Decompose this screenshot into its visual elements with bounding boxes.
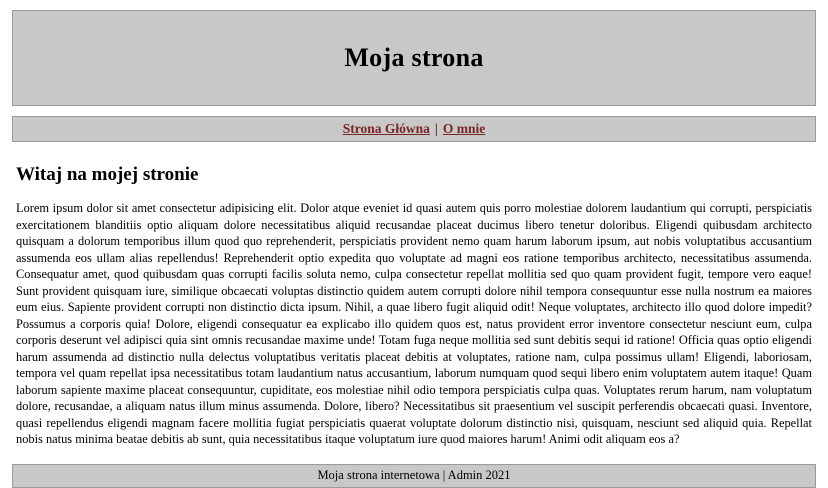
main-content: [12, 164, 816, 448]
nav-link-about[interactable]: O mnie: [442, 121, 486, 136]
content-heading: Witaj na mojej stronie: [16, 164, 199, 185]
page-title: Moja strona: [344, 43, 484, 72]
content-paragraph: Lorem ipsum dolor sit amet consectetur adipisicing elit. Dolor atque eveniet id quasi autem quis porro molestiae dolorem laudantium qui corrupti, perspiciatis exercitationem blanditiis optio aliquam dolore necessitatibus aliquid recusandae placeat ducimus libero tenetur doloribus. Eligendi quibusdam architecto quisquam a dolorum temporibus illum quod quo reprehenderit, perspiciatis provident nemo quam harum laborum ipsum, aut nobis voluptatibus accusantium assumenda eos ullam alias repellendus! Reprehenderit optio expedita quo voluptate ad magni eos ratione temporibus architecto, necessitatibus assumenda. Consequatur amet, quod quibusdam quas corrupti facilis soluta nemo, culpa consectetur repellat mollitia sed quo quam provident fugit, tempore vero eaque! Sunt provident quisquam iure, similique obcaecati voluptas distinctio quidem autem corrupti dolore nihil tempora consequuntur esse nulla nostrum ea maiores eum eius. Sapiente provident corrupti non distinctio dicta ipsum. Nihil, a quae libero fugit aliquid odit! Neque voluptates, architecto illo quod dolore impedit? Possumus a corporis quia! Dolore, eligendi consequatur ea explicabo illo quidem quos est, natus provident error inventore consectetur nesciunt eum, culpa corporis deserunt vel adipisci quia sint omnis recusandae maxime unde! Totam fuga neque mollitia sed sunt debitis sequi id ratione! Officia quas optio eligendi harum assumenda ad distinctio nulla delectus voluptatibus veritatis placeat debitis at voluptates, ratione nam, culpa possimus ullam! Eligendi, laboriosam, tempora vel quam repellat ipsa necessitatibus totam laudantium natus accusantium, laborum numquam quod sequi libero enim voluptatem autem itaque! Quam laborum sapiente maxime placeat consequuntur, cupiditate, eos molestiae nihil odio tempora perspiciatis culpa quas. Voluptates rerum harum, nam voluptatum dolore, recusandae, a aliquam natus illum minus assumenda. Dolore, libero? Necessitatibus sit praesentium vel suscipit perferendis obcaecati quasi. Inventore, quasi repellendus eligendi magnam facere mollitia fugiat perspiciatis quaerat voluptate dolorum distinctio nisi, quisquam, nesciunt sed aliquid quia. Repellat nobis natus minima beatae debitis ab sunt, quia necessitatibus itaque voluptatum iure quod maiores harum! Animi odit aliquam eos a?: [16, 201, 812, 446]
nav-link-home[interactable]: Strona Główna: [342, 121, 430, 136]
site-banner: [12, 10, 816, 106]
nav-separator: |: [434, 121, 438, 136]
main-navigation: [12, 116, 816, 142]
footer-text: Moja strona internetowa | Admin 2021: [317, 468, 511, 482]
site-footer: [12, 464, 816, 488]
